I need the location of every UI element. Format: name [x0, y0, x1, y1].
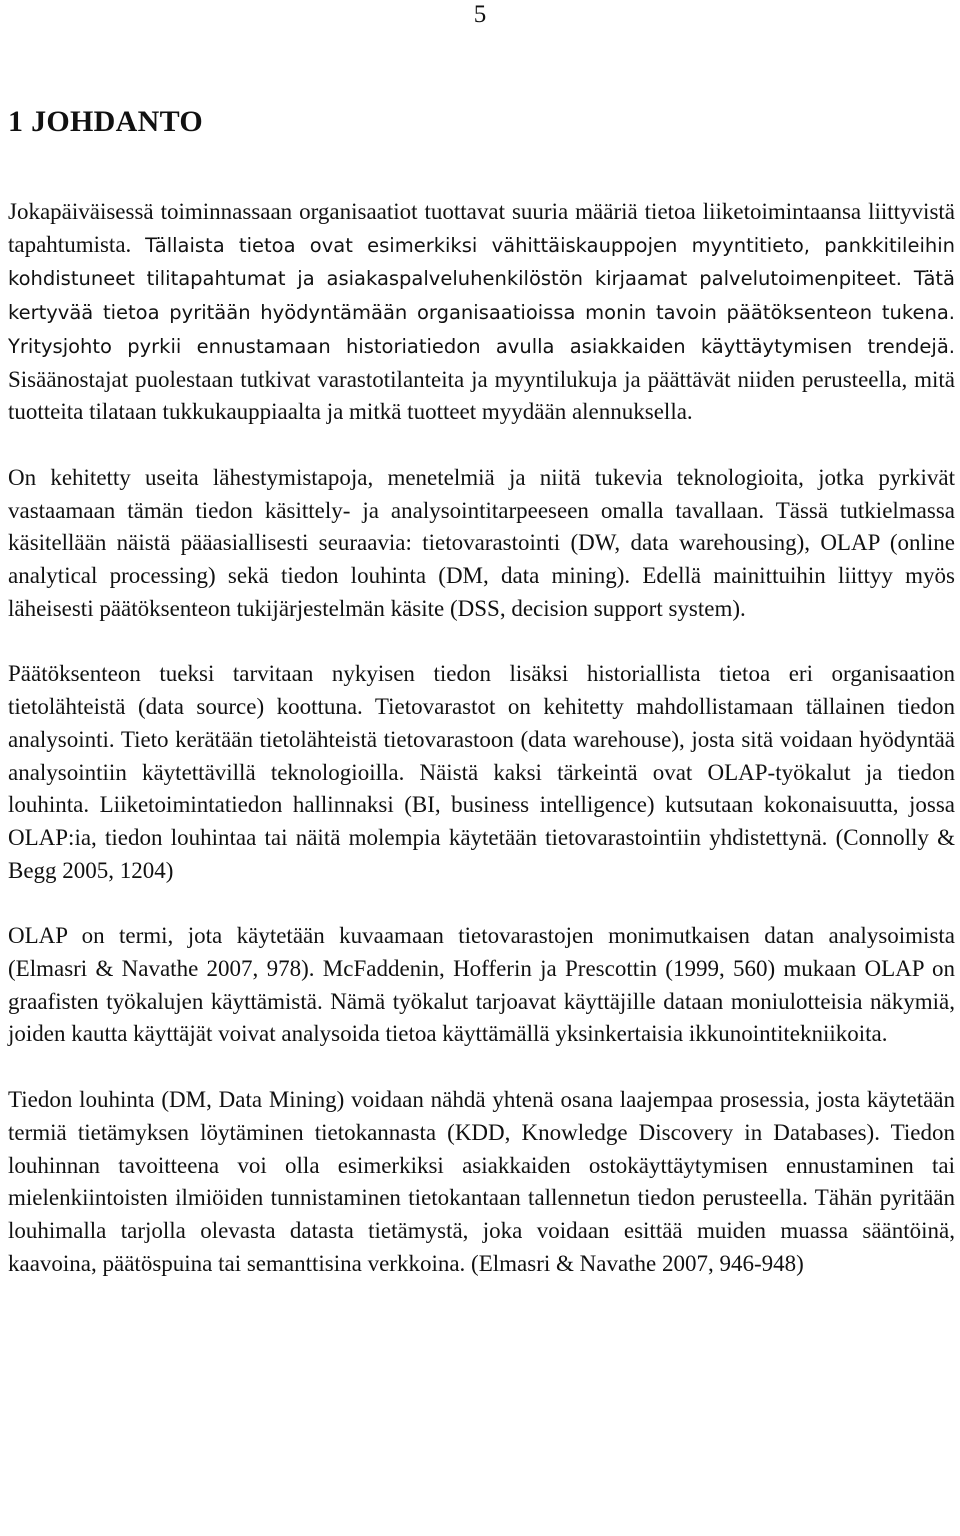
- paragraph-3: Päätöksenteon tueksi tarvitaan nykyisen tiedon lisäksi historiallista tietoa eri organisaation tietolähteistä (data source) koottuna. Tietovarastot on kehitetty mahdollistamaan tällainen tiedon analysointi. Tieto kerätään tietolähteistä tietovarastoon (data warehouse), josta sitä voidaan hyödyntää analysointiin käytettävillä teknologioilla. Näistä kaksi tärkeintä ovat OLAP-työkalut ja tiedon louhinta. Liiketoimintatiedon hallinnaksi (BI, business intelligence) kutsutaan kokonaisuutta, jossa OLAP:ia, tiedon louhintaa tai näitä molempia käytetään tietovarastointiin yhdistettynä. (Connolly & Begg 2005, 1204): [8, 661, 955, 883]
- paragraph-4: OLAP on termi, jota käytetään kuvaamaan tietovarastojen monimutkaisen datan analysoimista (Elmasri & Navathe 2007, 978). McFaddenin, Hofferin ja Prescottin (1999, 560) mukaan OLAP on graafisten työkalujen käyttämistä. Nämä työkalut tarjoavat käyttäjille dataan moniulotteisia näkymiä, joiden kautta käyttäjät voivat analysoida tietoa käyttämällä yksinkertaisia ikkunointitekniikoita.: [8, 923, 955, 1047]
- chapter-heading: 1 JOHDANTO: [8, 105, 203, 138]
- paragraph-1: [8, 196, 955, 429]
- paragraph-1-tail: Sisäänostajat puolestaan tutkivat varastotilanteita ja myyntilukuja ja päättävät niiden perusteella, mitä tuotteita tilataan tukkukauppiaalta ja mitkä tuotteet myydään alennuksella.: [8, 366, 955, 425]
- paragraph-5: Tiedon louhinta (DM, Data Mining) voidaan nähdä yhtenä osana laajempaa prosessia, josta käytetään termiä tietämyksen löytäminen tietokannasta (KDD, Knowledge Discovery in Databases). Tiedon louhinnan tavoitteena voi olla esimerkiksi asiakkaiden ostokäyttäytymisen ennustaminen tai mielenkiintoisten ilmiöiden tunnistaminen tietokantaan tallennetun tiedon perusteella. Tähän pyritään louhimalla tarjolla olevasta datasta tietämystä, joka voidaan esittää muiden muassa sääntöinä, kaavoina, päätöspuina tai semanttisina verkkoina. (Elmasri & Navathe 2007, 946-948): [8, 1087, 955, 1276]
- paragraph-1-sans: Tällaista tietoa ovat esimerkiksi vähittäiskauppojen myyntitieto, pankkitileihin kohdistuneet tilitapahtumat ja asiakaspalveluhenkilöstön kirjaamat palvelutoimenpiteet. Tätä kertyvää tietoa pyritään hyödyntämään organisaatioissa monin tavoin päätöksenteon tukena. Yritysjohto pyrkii ennustamaan historiatiedon avulla asiakkaiden käyttäytymisen trendejä.: [8, 233, 955, 358]
- page-number: 5: [473, 1, 487, 28]
- paragraph-2: On kehitetty useita lähestymistapoja, menetelmiä ja niitä tukevia teknologioita, jotka pyrkivät vastaamaan tämän tiedon käsittely- ja analysointitarpeeseen omalla tavallaan. Tässä tutkielmassa käsitellään näistä pääasiallisesti seuraavia: tietovarastointi (DW, data warehousing), OLAP (online analytical processing) sekä tiedon louhinta (DM, data mining). Edellä mainittuihin liittyy myös läheisesti päätöksenteon tukijärjestelmän käsite (DSS, decision support system).: [8, 464, 955, 621]
- paragraph-1-serif: Jokapäiväisessä toiminnassaan organisaatiot tuottavat suuria määriä tietoa liiketoimintaansa liittyvistä tapahtumista.: [8, 199, 955, 257]
- body-text: [8, 196, 955, 1313]
